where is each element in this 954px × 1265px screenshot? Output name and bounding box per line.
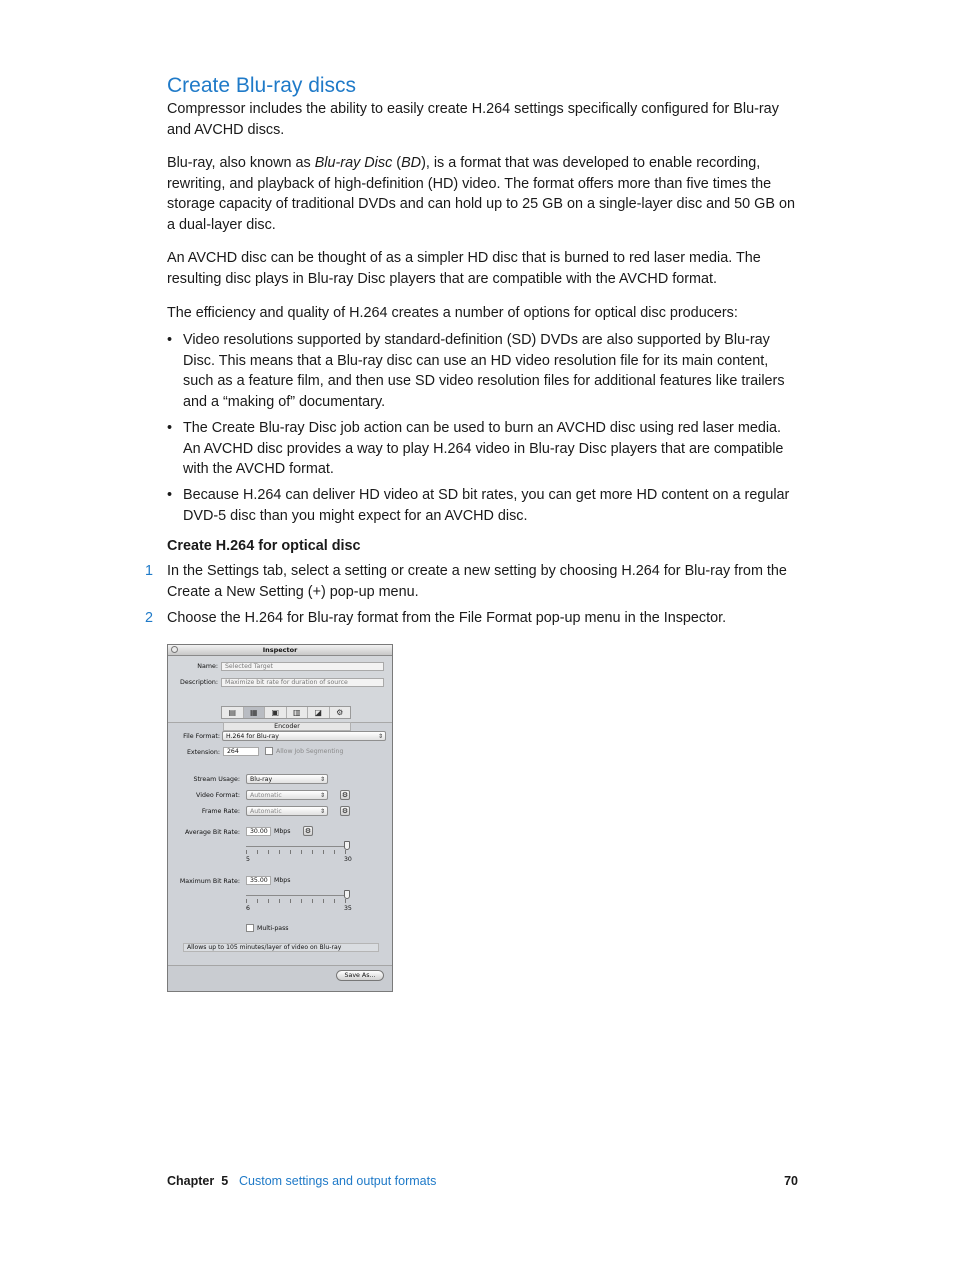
frame-rate-gear-icon[interactable]: ⚙ <box>341 807 349 815</box>
stream-usage-popup[interactable] <box>246 774 328 784</box>
extension-label: Extension: <box>186 749 220 756</box>
allow-job-segmenting-checkbox[interactable] <box>265 747 273 755</box>
maximum-bit-rate-label: Maximum Bit Rate: <box>179 878 240 885</box>
geometry-tab-icon[interactable]: ◪ <box>308 707 330 718</box>
inspector-footer <box>168 965 392 992</box>
encoder-tab-label: Encoder <box>223 722 351 731</box>
average-bit-rate-unit: Mbps <box>274 828 291 835</box>
emphasis-bd: BD <box>401 155 422 171</box>
average-bit-rate-label: Average Bit Rate: <box>185 829 240 836</box>
multi-pass-label: Multi-pass <box>257 925 289 932</box>
stream-usage-value: Blu-ray <box>250 776 273 783</box>
summary-tab-icon[interactable]: ▤ <box>222 707 244 718</box>
slider-max-label: 30 <box>344 856 352 863</box>
frame-rate-value: Automatic <box>250 808 282 815</box>
chevron-updown-icon: ⇕ <box>319 776 325 783</box>
bullet-marker: • <box>167 332 173 348</box>
description-label: Description: <box>180 679 218 686</box>
stream-usage-label: Stream Usage: <box>193 776 240 783</box>
video-format-label: Video Format: <box>196 792 240 799</box>
allow-job-segmenting-label: Allow Job Segmenting <box>276 748 344 755</box>
name-field[interactable]: Selected Target <box>221 662 384 671</box>
section-title: Create Blu-ray discs <box>167 74 357 97</box>
save-as-button[interactable]: Save As... <box>336 970 384 981</box>
chapter-title-link[interactable]: Custom settings and output formats <box>239 1174 437 1188</box>
file-format-value: H.264 for Blu-ray <box>226 733 279 740</box>
paragraph-text: ), is a format that was developed to enable recording, rewriting, and playback of high-definition (HD) video. The format offers more than five times the storage capacity of traditional DVDs and can hold up to 25 GB on a single-layer disc and 50 GB on a dual-layer disc. <box>167 155 795 233</box>
bullet-text: Because H.264 can deliver HD video at SD bit rates, you can get more HD content on a regular DVD-5 disc than you might expect for an AVCHD disc. <box>183 487 790 524</box>
page-number: 70 <box>784 1174 798 1188</box>
inspector-header <box>168 656 392 730</box>
filters-tab-icon[interactable]: ▥ <box>287 707 309 718</box>
file-format-label: File Format: <box>183 733 220 740</box>
actions-tab-icon[interactable]: ⚙ <box>336 708 344 717</box>
subheading: Create H.264 for optical disc <box>167 538 361 554</box>
chevron-updown-icon: ⇕ <box>319 808 325 815</box>
bullet-marker: • <box>167 420 173 436</box>
file-format-popup[interactable] <box>222 731 386 741</box>
bullet-marker: • <box>167 487 173 503</box>
inspector-window <box>167 644 393 992</box>
name-label: Name: <box>197 663 218 670</box>
bullet-text: Video resolutions supported by standard-definition (SD) DVDs are also supported by Blu-ray Disc. This means that a Blu-ray disc can use an HD video resolution file for its main content, such as a feature film, and then use SD video resolution files for additional features like trailers and a “making of” documentary. <box>183 332 785 410</box>
maximum-bit-rate-field[interactable]: 35.00 <box>246 876 271 885</box>
emphasis-blu-ray-disc: Blu-ray Disc <box>314 155 393 171</box>
step-text: Choose the H.264 for Blu-ray format from the File Format pop-up menu in the Inspector. <box>167 610 727 626</box>
multi-pass-checkbox[interactable] <box>246 924 254 932</box>
chapter-number: 5 <box>221 1174 229 1188</box>
efficiency-paragraph: The efficiency and quality of H.264 creates a number of options for optical disc producers: <box>167 305 738 321</box>
bit-rate-gear-icon[interactable]: ⚙ <box>304 827 312 835</box>
step-text: In the Settings tab, select a setting or create a new setting by choosing H.264 for Blu-ray from the Create a New Setting (+) pop-up menu. <box>167 563 787 600</box>
inspector-tab-bar <box>221 706 351 719</box>
step-number: 2 <box>145 610 154 626</box>
video-format-value: Automatic <box>250 792 282 799</box>
step-number: 1 <box>145 563 154 579</box>
slider-min-label: 5 <box>246 856 250 863</box>
avchd-paragraph: An AVCHD disc can be thought of as a simpler HD disc that is burned to red laser media. The resulting disc plays in Blu-ray Disc players that are compatible with the AVCHD format. <box>167 250 761 287</box>
slider-track <box>246 895 350 896</box>
footer-chapter <box>167 1174 228 1188</box>
extension-field[interactable]: 264 <box>223 747 259 756</box>
window-titlebar <box>168 645 392 656</box>
slider-thumb[interactable] <box>344 890 350 899</box>
status-summary: Allows up to 105 minutes/layer of video on Blu-ray <box>183 943 379 952</box>
description-field[interactable]: Maximize bit rate for duration of source <box>221 678 384 687</box>
slider-ticks <box>246 850 350 854</box>
video-format-popup[interactable] <box>246 790 328 800</box>
window-title: Inspector <box>262 646 298 654</box>
frame-rate-label: Frame Rate: <box>201 808 240 815</box>
paragraph-text: Blu-ray, also known as <box>167 155 315 171</box>
encoder-tab-icon[interactable]: ▦ <box>244 707 266 718</box>
frame-controls-tab-icon[interactable]: ▣ <box>265 707 287 718</box>
slider-min-label: 6 <box>246 905 250 912</box>
paragraph-text: ( <box>392 155 402 171</box>
slider-thumb[interactable] <box>344 841 350 850</box>
chevron-updown-icon: ⇕ <box>377 733 383 740</box>
frame-rate-popup[interactable] <box>246 806 328 816</box>
video-format-gear-icon[interactable]: ⚙ <box>341 791 349 799</box>
chapter-label: Chapter <box>167 1174 215 1188</box>
slider-ticks <box>246 899 350 903</box>
chevron-updown-icon: ⇕ <box>319 792 325 799</box>
bullet-text: The Create Blu-ray Disc job action can be used to burn an AVCHD disc using red laser media. An AVCHD disc provides a way to play H.264 video in Blu-ray Disc players that are compatible with the AVCHD format. <box>183 420 784 477</box>
average-bit-rate-field[interactable]: 30.00 <box>246 827 271 836</box>
maximum-bit-rate-unit: Mbps <box>274 877 291 884</box>
blu-ray-paragraph <box>167 153 797 235</box>
slider-max-label: 35 <box>344 905 352 912</box>
slider-track <box>246 846 350 847</box>
intro-paragraph: Compressor includes the ability to easily create H.264 settings specifically configured for Blu-ray and AVCHD discs. <box>167 101 779 138</box>
